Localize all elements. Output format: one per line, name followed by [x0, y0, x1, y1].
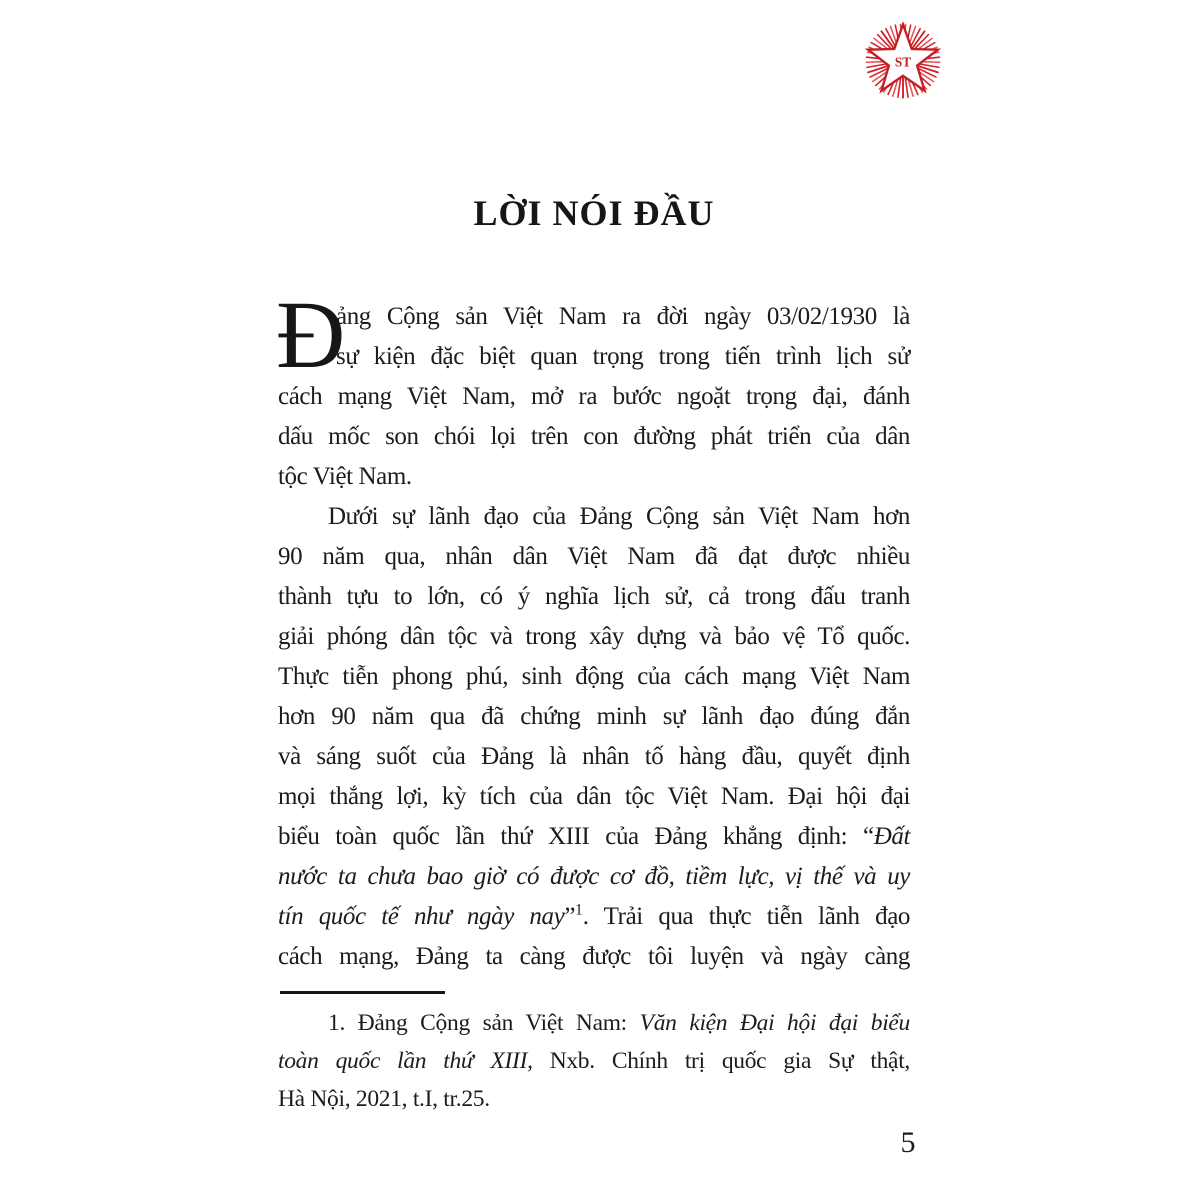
- text-line: sự kiện đặc biệt quan trọng trong tiến trình lịch sử: [336, 343, 910, 370]
- text-line: tín quốc tế như ngày nay”$^1$. Trải qua thực tiễn lãnh đạo: [278, 901, 910, 930]
- dropcap-letter: Đ: [276, 281, 346, 388]
- paragraph-2: [278, 497, 910, 977]
- text-line: mọi thắng lợi, kỳ tích của dân tộc Việt Nam. Đại hội đại: [278, 783, 910, 810]
- text-line: cách mạng Việt Nam, mở ra bước ngoặt trọng đại, đánh: [278, 383, 910, 410]
- text-line: Dưới sự lãnh đạo của Đảng Cộng sản Việt Nam hơn: [328, 503, 910, 530]
- text-line: thành tựu to lớn, có ý nghĩa lịch sử, cả trong đấu tranh: [278, 583, 910, 610]
- page-number: 5: [900, 1126, 916, 1159]
- text-line: Thực tiễn phong phú, sinh động của cách mạng Việt Nam: [278, 663, 910, 690]
- paragraph-1: [276, 281, 910, 497]
- text-line: cách mạng, Đảng ta càng được tôi luyện và ngày càng: [278, 943, 910, 970]
- text-line: Hà Nội, 2021, t.I, tr.25.: [278, 1086, 490, 1112]
- footnote-divider: [280, 991, 445, 994]
- text-line: 1. Đảng Cộng sản Việt Nam: Văn kiện Đại hội đại biểu: [328, 1010, 911, 1036]
- page-title: LỜI NÓI ĐẦU: [473, 193, 715, 233]
- text-line: dấu mốc son chói lọi trên con đường phát triển của dân: [278, 423, 910, 450]
- text-line: ảng Cộng sản Việt Nam ra đời ngày 03/02/1930 là: [336, 303, 910, 330]
- footnote: [278, 1004, 910, 1118]
- text-line: hơn 90 năm qua đã chứng minh sự lãnh đạo đúng đắn: [278, 703, 910, 730]
- logo-monogram: ST: [894, 54, 912, 70]
- body-text: [276, 281, 911, 1118]
- text-line: giải phóng dân tộc và trong xây dựng và bảo vệ Tổ quốc.: [278, 623, 910, 650]
- text-line: biểu toàn quốc lần thứ XIII của Đảng khẳng định: “Đất: [278, 823, 910, 850]
- text-line: và sáng suốt của Đảng là nhân tố hàng đầu, quyết định: [278, 743, 910, 770]
- text-line: 90 năm qua, nhân dân Việt Nam đã đạt được nhiều: [278, 543, 910, 570]
- text-line: nước ta chưa bao giờ có được cơ đồ, tiềm lực, vị thế và uy: [278, 863, 910, 890]
- text-column: [278, 0, 910, 1200]
- text-line: tộc Việt Nam.: [278, 463, 412, 490]
- text-line: toàn quốc lần thứ XIII, Nxb. Chính trị quốc gia Sự thật,: [278, 1048, 910, 1074]
